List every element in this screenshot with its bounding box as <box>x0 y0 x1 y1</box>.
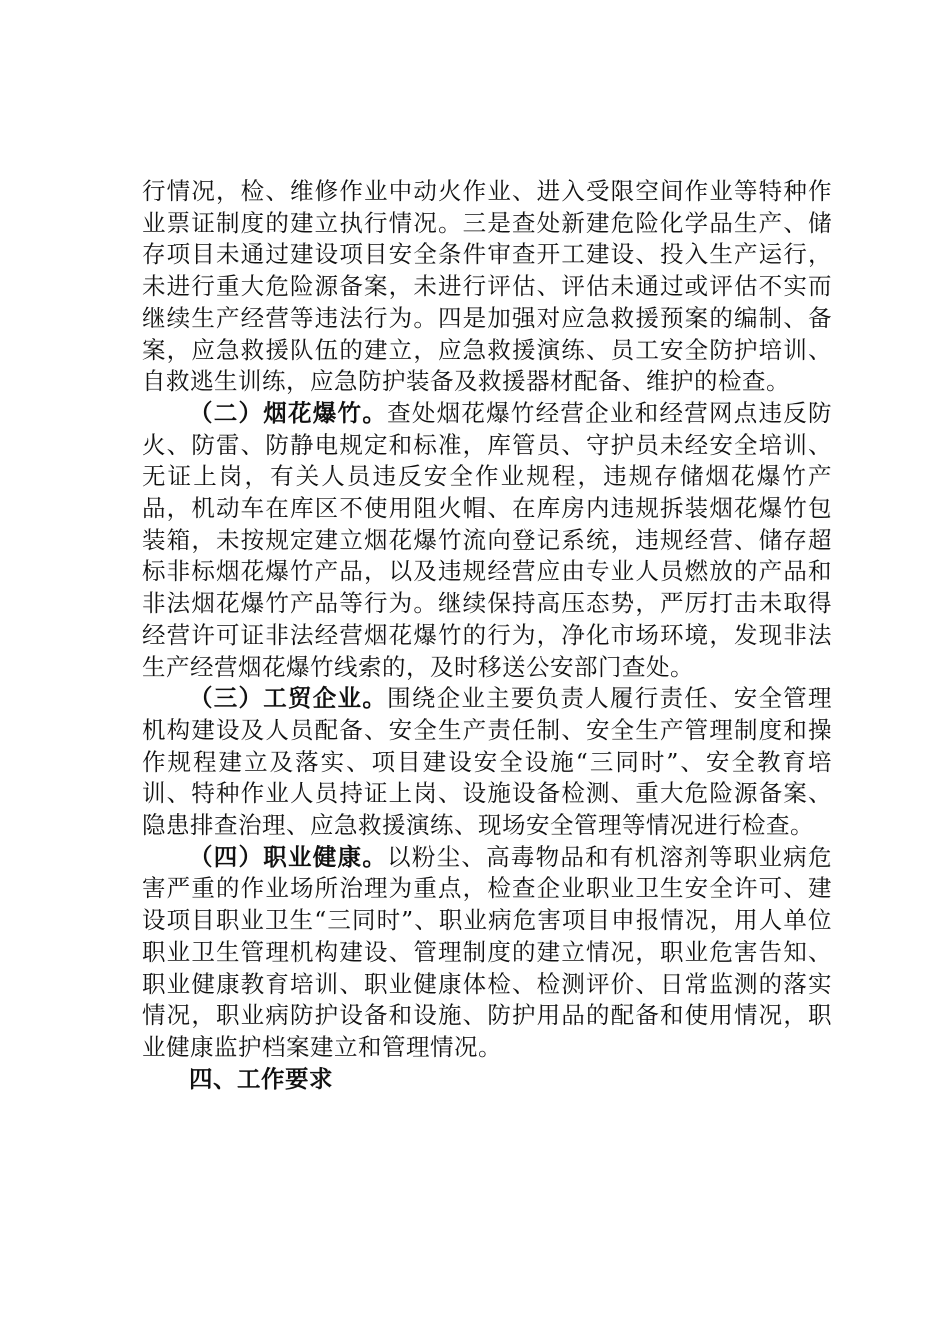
paragraph-occupational-health <box>142 842 832 1064</box>
body-text <box>142 176 832 1095</box>
paragraph-text: 查处烟花爆竹经营企业和经营网点违反防火、防雷、防静电规定和标准，库管员、守护员未经安全培训、无证上岗，有关人员违反安全作业规程，违规存储烟花爆竹产品，机动车在库区不使用阻火帽、在库房内违规拆装烟花爆竹包装箱，未按规定建立烟花爆竹流向登记系统，违规经营、储存超标非标烟花爆竹产品，以及违规经营应由专业人员燃放的产品和非法烟花爆竹产品等行为。继续保持高压态势，严厉打击未取得经营许可证非法经营烟花爆竹的行为，净化市场环境，发现非法生产经营烟花爆竹线索的，及时移送公安部门查处。 <box>142 398 833 681</box>
paragraph-hazardous-chemicals-continued <box>142 176 832 398</box>
section-heading-work-requirements: 四、工作要求 <box>189 1064 333 1093</box>
subsection-heading-fireworks: （二）烟花爆竹。 <box>189 398 388 427</box>
paragraph-fireworks <box>142 398 832 683</box>
subsection-heading-industry-trade: （三）工贸企业。 <box>189 684 388 713</box>
paragraph-text: 围绕企业主要负责人履行责任、安全管理机构建设及人员配备、安全生产责任制、安全生产管理制度和操作规程建立及落实、项目建设安全设施“三同时”、安全教育培训、特种作业人员持证上岗、设施设备检测、重大危险源备案、隐患排查治理、应急救援演练、现场安全管理等情况进行检查。 <box>142 684 833 840</box>
paragraph-text: 以粉尘、高毒物品和有机溶剂等职业病危害严重的作业场所治理为重点，检查企业职业卫生安全许可、建设项目职业卫生“三同时”、职业病危害项目申报情况，用人单位职业卫生管理机构建设、管理制度的建立情况，职业危害告知、职业健康教育培训、职业健康体检、检测评价、日常监测的落实情况，职业病防护设备和设施、防护用品的配备和使用情况，职业健康监护档案建立和管理情况。 <box>142 842 833 1061</box>
subsection-heading-occupational-health: （四）职业健康。 <box>189 842 388 871</box>
paragraph-industry-trade <box>142 683 832 842</box>
paragraph-text: 行情况，检、维修作业中动火作业、进入受限空间作业等特种作业票证制度的建立执行情况。三是查处新建危险化学品生产、储存项目未通过建设项目安全条件审查开工建设、投入生产运行，未进行重大危险源备案，未进行评估、评估未通过或评估不实而继续生产经营等违法行为。四是加强对应急救援预案的编制、备案，应急救援队伍的建立，应急救援演练、员工安全防护培训、自救逃生训练，应急防护装备及救援器材配备、维护的检查。 <box>142 177 832 396</box>
